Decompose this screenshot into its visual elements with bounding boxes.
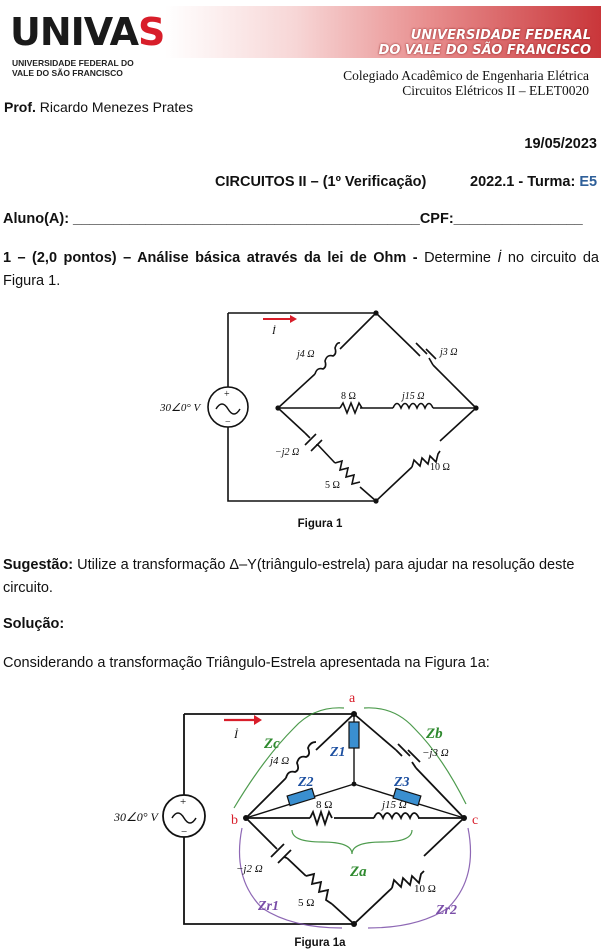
figure-1a-caption: Figura 1a (294, 937, 346, 949)
document-header (0, 0, 601, 115)
node-b: b (231, 813, 238, 828)
logo-wordmark: UNIVAS (10, 10, 165, 54)
source-label: 30∠0° V (160, 402, 201, 414)
considerando-paragraph: Considerando a transformação Triângulo-Estrela apresentada na Figura 1a: (3, 655, 490, 671)
sugestao-paragraph: Sugestão: Utilize a transformação Δ–Y(triângulo-estrela) para ajudar na resolução deste circuito. (3, 557, 575, 596)
label-mj2: −j2 Ω (275, 447, 300, 458)
current-label-1a: İ (234, 727, 238, 741)
figure-1-circuit (150, 305, 490, 515)
banner-line-2: DO VALE DO SÃO FRANCISCO (378, 43, 591, 58)
label-1a-j4: j4 Ω (270, 755, 290, 767)
label-z3: Z3 (394, 775, 410, 790)
university-banner (165, 6, 601, 58)
source-label-1a: 30∠0° V (114, 810, 158, 824)
exam-title: CIRCUITOS II – (1º Verificação) (215, 174, 427, 190)
svg-text:−: − (181, 826, 188, 838)
solucao-heading: Solução: (3, 616, 65, 632)
question-1: 1 – (2,0 pontos) – Análise básica através da lei de Ohm - Determine İ no circuito da Figura 1. (3, 250, 599, 289)
svg-text:−: − (225, 417, 231, 428)
label-1a-j15: j15 Ω (382, 799, 407, 811)
label-j3: j3 Ω (440, 347, 458, 358)
label-1a-5: 5 Ω (298, 897, 315, 909)
professor-name: Prof. Ricardo Menezes Prates (4, 99, 194, 115)
course-info (343, 68, 589, 98)
label-j4: j4 Ω (297, 349, 315, 360)
label-10: 10 Ω (430, 462, 450, 473)
label-z1: Z1 (330, 745, 346, 760)
label-8: 8 Ω (341, 391, 356, 402)
label-za: Za (350, 864, 367, 880)
label-1a-mj2: −j2 Ω (236, 863, 263, 875)
exam-date: 19/05/2023 (524, 136, 597, 152)
student-fields: Aluno(A): ___________________________________________CPF:________________ (3, 211, 583, 227)
banner-line-1: UNIVERSIDADE FEDERAL (410, 28, 591, 43)
node-a: a (349, 691, 356, 706)
label-1a-10: 10 Ω (414, 883, 436, 895)
label-zb: Zb (426, 726, 443, 742)
label-1a-mj3: −j3 Ω (422, 747, 449, 759)
univasf-logo (4, 6, 164, 76)
svg-text:+: + (180, 796, 187, 808)
label-zr1: Zr1 (258, 899, 279, 914)
label-z2: Z2 (298, 775, 314, 790)
node-c: c (472, 813, 479, 828)
label-j15: j15 Ω (402, 391, 425, 402)
label-5: 5 Ω (325, 480, 340, 491)
colegiado-text: Colegiado Acadêmico de Engenharia Elétrica (343, 68, 589, 83)
exam-turma: 2022.1 - Turma: E5 (470, 174, 598, 190)
logo-subtitle: UNIVERSIDADE FEDERAL DO VALE DO SÃO FRANCISCO (12, 58, 134, 78)
current-label: İ (272, 325, 276, 337)
svg-text:+: + (224, 389, 230, 400)
label-zr2: Zr2 (436, 903, 457, 918)
figure-1a-circuit (112, 688, 492, 938)
course-text: Circuitos Elétricos II – ELET0020 (402, 83, 589, 98)
label-zc: Zc (264, 736, 280, 752)
figure-1-caption: Figura 1 (297, 518, 343, 530)
label-1a-8: 8 Ω (316, 799, 333, 811)
